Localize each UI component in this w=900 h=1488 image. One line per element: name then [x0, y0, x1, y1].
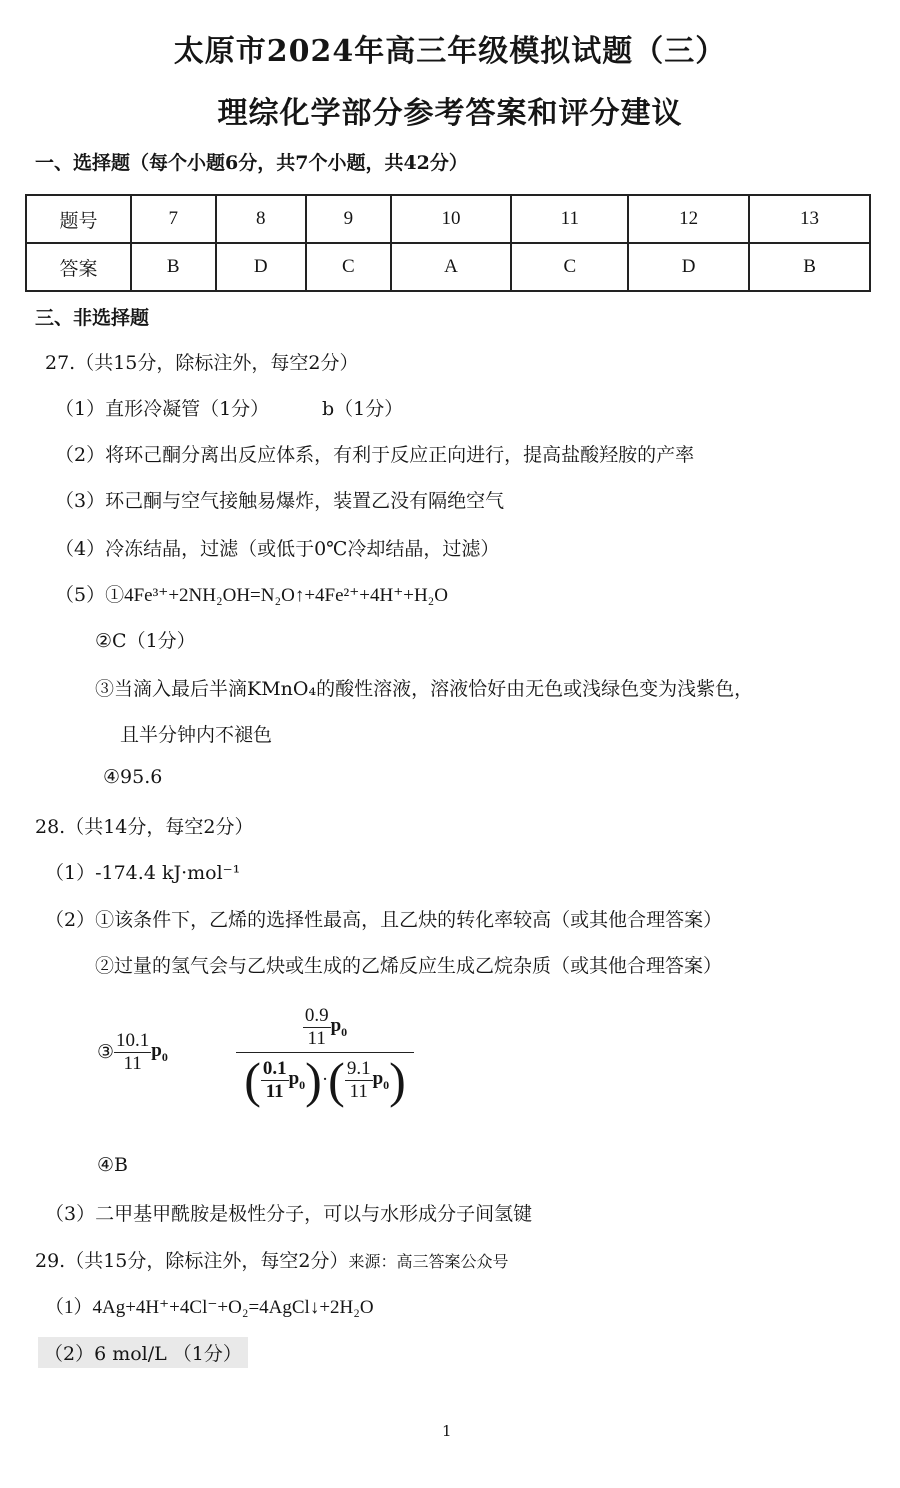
table-row-label: 题号 [26, 195, 131, 243]
table-cell: 10 [391, 195, 512, 243]
table-cell: A [391, 243, 512, 291]
q28-answer-1: （1）-174.4 kJ·mol⁻¹ [45, 862, 241, 884]
section-heading-choice: 一、选择题（每个小题6分，共7个小题，共42分） [35, 152, 468, 174]
table-cell: B [749, 243, 870, 291]
table-cell: 9 [306, 195, 391, 243]
q28-answer-3: （3）二甲基甲酰胺是极性分子，可以与水形成分子间氢键 [45, 1203, 533, 1225]
q28-answer-2-2: ②过量的氢气会与乙炔或生成的乙烯反应生成乙烷杂质（或其他合理答案） [95, 955, 723, 977]
q29-answer-2: （2）6 mol/L （1分） [38, 1337, 248, 1368]
q29-header [35, 1246, 509, 1273]
table-row-answers [26, 243, 870, 291]
q28-answer-2-3 [97, 1030, 168, 1075]
table-row-label: 答案 [26, 243, 131, 291]
page-subtitle: 理综化学部分参考答案和评分建议 [217, 96, 683, 131]
table-row-numbers [26, 195, 870, 243]
table-cell: D [216, 243, 307, 291]
table-cell: 13 [749, 195, 870, 243]
page-number: 1 [442, 1422, 452, 1440]
q27-answer-5-1 [55, 580, 448, 607]
q27-answer-1a: （1）直形冷凝管（1分） [55, 398, 270, 420]
q27-answer-5-2: ②C（1分） [95, 630, 196, 652]
q28-header: 28.（共14分，每空2分） [35, 816, 254, 838]
q28-answer-2-1: （2）①该条件下，乙烯的选择性最高，且乙炔的转化率较高（或其他合理答案） [45, 909, 723, 931]
q28-answer-2-4: ④B [97, 1154, 128, 1176]
table-cell: 8 [216, 195, 307, 243]
table-cell: C [306, 243, 391, 291]
q27-answer-5-4: ④95.6 [103, 766, 163, 788]
kp-numerator: $\frac{0.9}{11}$ $p_0$ [236, 1005, 414, 1053]
q27-answer-5-3a: ③当滴入最后半滴KMnO₄的酸性溶液，溶液恰好由无色或浅绿色变为浅紫色， [95, 678, 754, 700]
q29-source: 来源：高三答案公众号 [348, 1252, 509, 1271]
table-cell: C [511, 243, 628, 291]
q27-answer-2: （2）将环己酮分离出反应体系，有利于反应正向进行，提高盐酸羟胺的产率 [55, 444, 695, 466]
q28-marker-3: ③ [97, 1042, 115, 1063]
q29-header-text: 29.（共15分，除标注外，每空2分） [35, 1250, 349, 1272]
table-cell: 11 [511, 195, 628, 243]
fraction-pressure: $\frac{10.1}{11}$ [116, 1030, 150, 1074]
pressure-symbol: $p_0$ [151, 1040, 168, 1064]
kp-expression [236, 1005, 414, 1108]
q27-answer-1b: b（1分） [322, 398, 404, 420]
answer-table [25, 194, 871, 292]
table-cell: 7 [131, 195, 216, 243]
q27-answer-4: （4）冷冻结晶，过滤（或低于0℃冷却结晶，过滤） [55, 538, 500, 560]
q27-header: 27.（共15分，除标注外，每空2分） [45, 352, 359, 374]
page-title: 太原市2024年高三年级模拟试题（三） [173, 34, 727, 69]
section-heading-nonchoice: 三、非选择题 [35, 307, 150, 329]
q27-answer-3: （3）环己酮与空气接触易爆炸，装置乙没有隔绝空气 [55, 490, 505, 512]
q27-equation: 4Fe³⁺+2NH₂OH=N₂O↑+4Fe²⁺+4H⁺+H₂O [124, 585, 449, 606]
q27-answer-5-3b: 且半分钟内不褪色 [120, 724, 273, 746]
q29-answer-1: （1）4Ag+4H⁺+4Cl⁻+O₂=4AgCl↓+2H₂O [45, 1297, 374, 1318]
table-cell: B [131, 243, 216, 291]
q27-answer-5-prefix: （5）① [55, 584, 125, 606]
table-cell: D [628, 243, 749, 291]
table-cell: 12 [628, 195, 749, 243]
kp-denominator: ( $\frac{0.1}{11}$ $p_0)\cdot$( $\frac{9.1}{11}$ $p_0$) [244, 1052, 406, 1108]
